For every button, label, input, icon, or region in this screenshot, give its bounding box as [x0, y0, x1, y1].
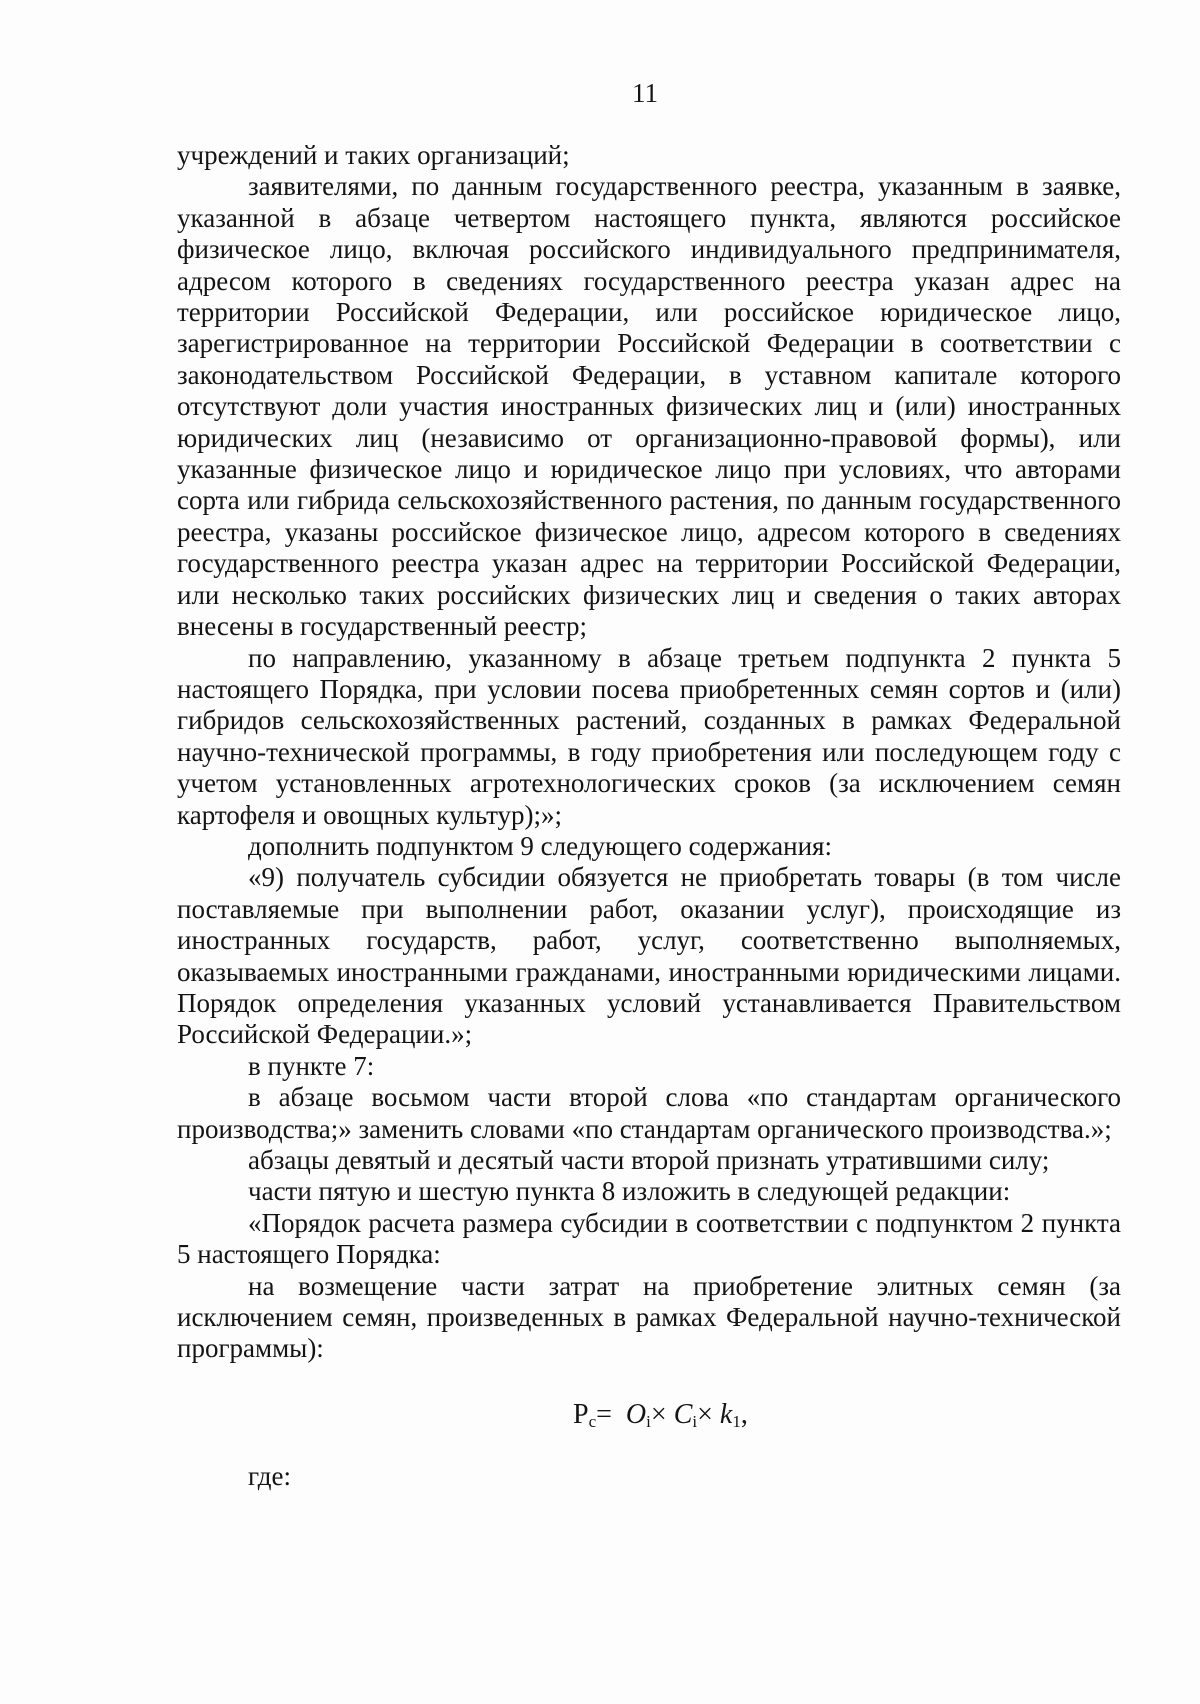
formula-tail: ,: [740, 1398, 748, 1430]
paragraph-9: части пятую и шестую пункта 8 изложить в следующей редакции:: [248, 1176, 1011, 1207]
paragraph-4: дополнить подпунктом 9 следующего содержания:: [248, 830, 832, 861]
paragraph-11: на возмещение части затрат на приобретение элитных семян (за исключением семян, произведенных в рамках Федеральной научно-технической программы):: [177, 1270, 1121, 1364]
formula-term-o: О: [625, 1398, 647, 1430]
formula-term-c-sub: i: [692, 1411, 698, 1431]
formula-lhs-sub: с: [588, 1411, 597, 1431]
formula-times-2: ×: [697, 1398, 713, 1430]
formula-term-o-sub: i: [646, 1411, 651, 1431]
formula-lhs: Р: [573, 1398, 589, 1430]
paragraph-1: учреждений и таких организаций;: [177, 140, 570, 170]
paragraph-5: «9) получатель субсидии обязуется не приобретать товары (в том числе поставляемые при выполнении работ, оказании услуг), происходящие из иностранных государств, работ, услуг, соответственно выполняемых, оказываемых иностранными гражданами, иностранными юридическими лицами. Порядок определения указанных условий устанавливается Правительством Российской Федерации.»;: [177, 862, 1121, 1050]
paragraph-3: по направлению, указанному в абзаце третьем подпункта 2 пункта 5 настоящего Порядка, при условии посева приобретенных семян сортов и (или) гибридов сельскохозяйственных растений, созданных в рамках Федеральной научно-технической программы, в году приобретения или последующем году с учетом установленных агротехнологических сроков (за исключением семян картофеля и овощных культур);»;: [177, 642, 1121, 830]
document-body: [177, 140, 1121, 1493]
formula-term-k-sub: 1: [732, 1411, 741, 1431]
formula-times-1: ×: [650, 1398, 667, 1430]
formula-equals: =: [596, 1398, 612, 1430]
paragraph-7: в абзаце восьмом части второй слова «по стандартам органического производства;» заменить словами «по стандартам органического производства.»;: [177, 1082, 1121, 1144]
paragraph-2: заявителями, по данным государственного реестра, указанным в заявке, указанной в абзаце четвертом настоящего пункта, являются российское физическое лицо, включая российского индивидуального предпринимателя, адресом которого в сведениях государственного реестра указан адрес на территории Российской Федерации, или российское юридическое лицо, зарегистрированное на территории Российской Федерации в соответствии с законодательством Российской Федерации, в уставном капитале которого отсутствуют доли участия иностранных физических лиц и (или) иностранных юридических лиц (независимо от организационно-правовой формы), или указанные физическое лицо и юридическое лицо при условиях, что авторами сорта или гибрида сельскохозяйственного растения, по данным государственного реестра, указаны российское физическое лицо, адресом которого в сведениях государственного реестра указан адрес на территории Российской Федерации, или несколько таких российских физических лиц и сведения о таких авторах внесены в государственный реестр;: [177, 171, 1121, 642]
paragraph-10: «Порядок расчета размера субсидии в соответствии с подпунктом 2 пункта 5 настоящего Порядка:: [177, 1207, 1121, 1270]
paragraph-6: в пункте 7:: [248, 1050, 375, 1081]
formula-term-c: С: [673, 1398, 693, 1430]
where-label: где:: [248, 1461, 291, 1492]
page-number: 11: [632, 78, 658, 108]
paragraph-8: абзацы девятый и десятый части второй признать утратившими силу;: [248, 1145, 1050, 1175]
formula-term-k: k: [719, 1398, 733, 1430]
formula: [177, 1399, 1121, 1437]
formula-spacing: [177, 1365, 1121, 1399]
